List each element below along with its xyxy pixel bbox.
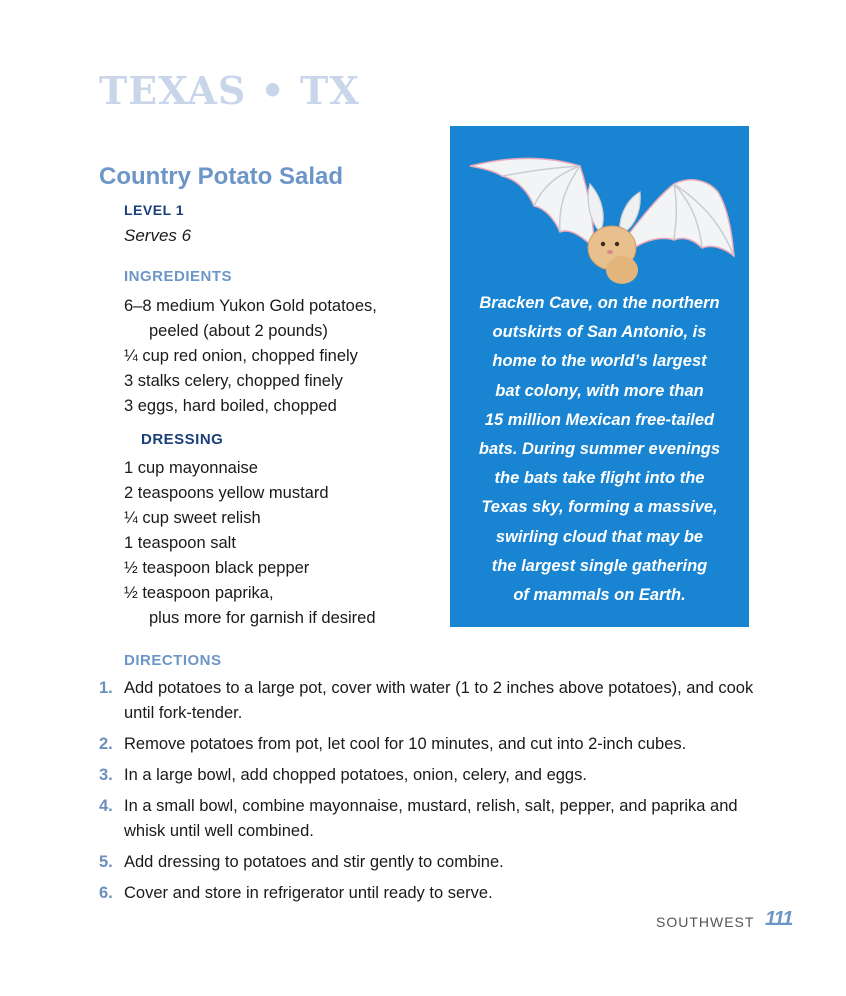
dressing-line: ½ teaspoon paprika, xyxy=(124,584,274,602)
level-label: LEVEL 1 xyxy=(124,202,185,218)
state-title: TEXAS • TX xyxy=(99,68,360,113)
sidebar-line: Bracken Cave, on the northern xyxy=(479,294,720,312)
sidebar-line: swirling cloud that may be xyxy=(495,527,704,546)
sidebar-panel xyxy=(450,126,749,627)
step-text: Remove potatoes from pot, let cool for 10 minutes, and cut into 2-inch cubes. xyxy=(124,735,687,753)
step-text: In a small bowl, combine mayonnaise, mustard, relish, salt, pepper, and paprika and whisk until well combined. xyxy=(124,797,738,840)
dressing-line: 2 teaspoons yellow mustard xyxy=(124,484,329,502)
step-number: 1. xyxy=(99,679,113,697)
direction-step xyxy=(99,732,779,757)
sidebar-line: Texas sky, forming a massive, xyxy=(481,498,718,517)
dressing-line: ½ teaspoon black pepper xyxy=(124,559,310,577)
direction-step xyxy=(99,850,779,875)
ingredients-list xyxy=(124,294,377,419)
ingredient-line: ¼ cup red onion, chopped finely xyxy=(124,347,358,365)
step-number: 5. xyxy=(99,853,113,871)
directions-heading: DIRECTIONS xyxy=(124,652,222,669)
sidebar-fact-text xyxy=(450,289,749,610)
dressing-list xyxy=(124,456,376,631)
dressing-item xyxy=(124,531,376,556)
sidebar-line: of mammals on Earth. xyxy=(513,586,686,605)
ingredient-line: 3 eggs, hard boiled, chopped xyxy=(124,397,337,415)
direction-step xyxy=(99,881,779,906)
ingredients-heading: INGREDIENTS xyxy=(124,268,233,285)
footer-section-label: SOUTHWEST xyxy=(656,914,755,930)
step-number: 2. xyxy=(99,735,113,753)
step-text: Cover and store in refrigerator until ready to serve. xyxy=(124,884,493,902)
dressing-item xyxy=(124,456,376,481)
sidebar-line: the bats take flight into the xyxy=(494,469,705,488)
sidebar-line: bat colony, with more than xyxy=(495,381,704,400)
ingredient-item xyxy=(124,344,377,369)
step-number: 6. xyxy=(99,884,113,902)
ingredient-item xyxy=(124,394,377,419)
sidebar-line: 15 million Mexican free-tailed xyxy=(484,410,715,429)
dressing-item xyxy=(124,506,376,531)
ingredient-item xyxy=(124,369,377,394)
directions-list xyxy=(99,676,779,912)
dressing-continuation: plus more for garnish if desired xyxy=(149,609,376,627)
step-text: Add potatoes to a large pot, cover with water (1 to 2 inches above potatoes), and cook until fork-tender. xyxy=(124,679,754,722)
ingredient-continuation: peeled (about 2 pounds) xyxy=(149,322,328,340)
sidebar-line: the largest single gathering xyxy=(491,556,708,575)
step-number: 4. xyxy=(99,797,113,815)
ingredient-line: 6–8 medium Yukon Gold potatoes, xyxy=(124,297,377,315)
step-number: 3. xyxy=(99,766,113,784)
dressing-line: 1 teaspoon salt xyxy=(124,534,236,552)
dressing-item xyxy=(124,556,376,581)
recipe-title: Country Potato Salad xyxy=(99,163,344,190)
ingredient-line: 3 stalks celery, chopped finely xyxy=(124,372,343,390)
dressing-heading: DRESSING xyxy=(141,431,224,448)
dressing-line: ¼ cup sweet relish xyxy=(124,509,261,527)
dressing-item xyxy=(124,581,376,631)
step-text: In a large bowl, add chopped potatoes, onion, celery, and eggs. xyxy=(124,766,587,784)
direction-step xyxy=(99,794,779,844)
page-number: 111 xyxy=(765,908,793,930)
sidebar-line: bats. During summer evenings xyxy=(478,440,721,459)
sidebar-line: home to the world’s largest xyxy=(492,352,707,371)
bat-icon xyxy=(462,136,737,296)
sidebar-line: outskirts of San Antonio, is xyxy=(492,323,707,342)
step-text: Add dressing to potatoes and stir gently to combine. xyxy=(124,853,504,871)
serves-label: Serves 6 xyxy=(124,226,192,245)
direction-step xyxy=(99,676,779,726)
ingredient-item xyxy=(124,294,377,344)
direction-step xyxy=(99,763,779,788)
dressing-line: 1 cup mayonnaise xyxy=(124,459,258,477)
dressing-item xyxy=(124,481,376,506)
